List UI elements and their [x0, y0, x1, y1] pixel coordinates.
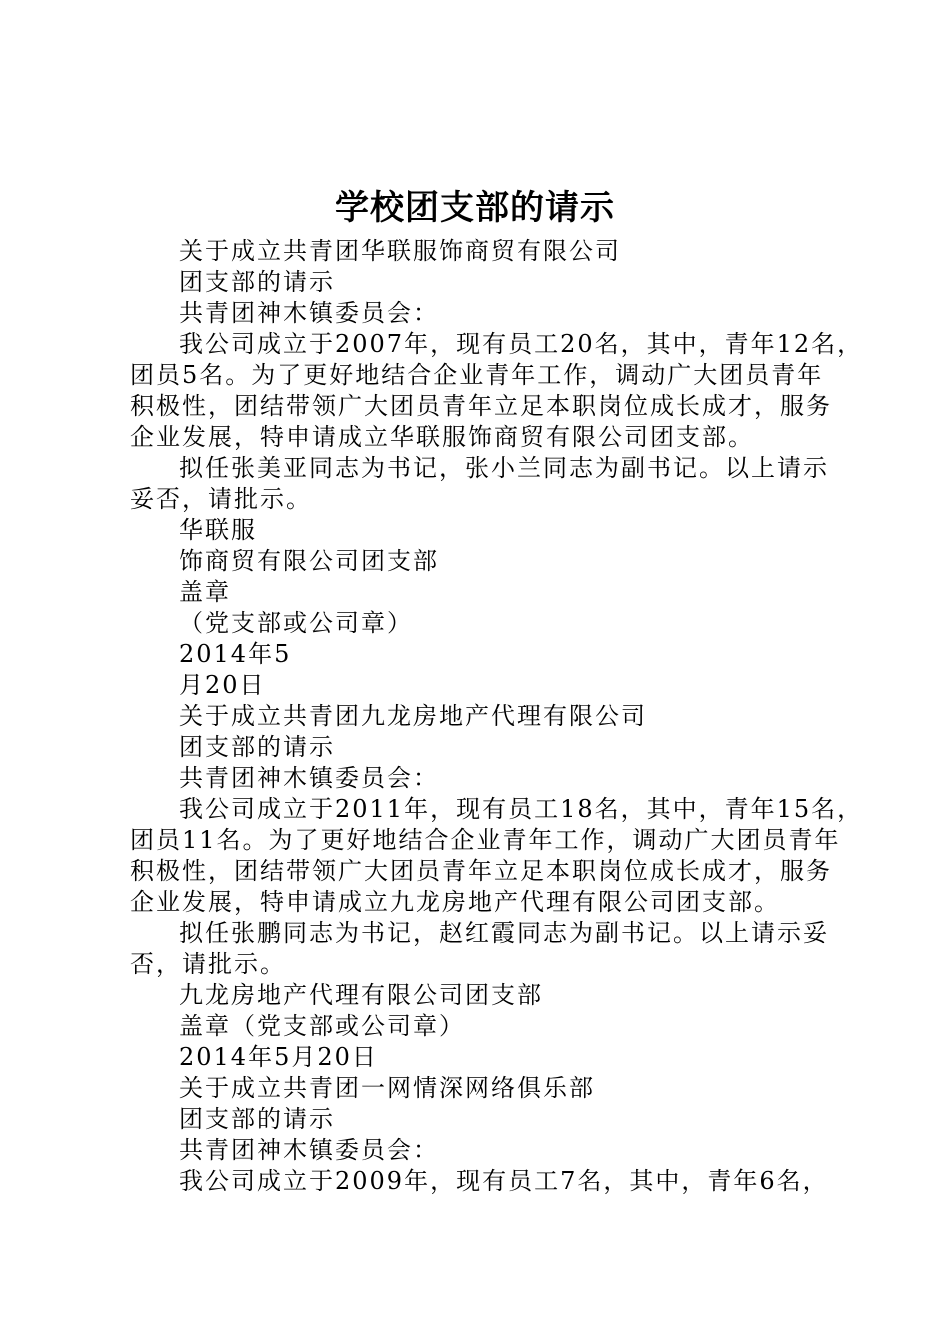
text-line: 2014年5月20日 — [179, 1043, 378, 1071]
document-body — [130, 236, 864, 1197]
text-line: 九龙房地产代理有限公司团支部 — [179, 981, 543, 1009]
text-line: 否，请批示。 — [130, 950, 286, 978]
text-line: 我公司成立于2011年，现有员工18名，其中，青年15名， — [179, 795, 864, 823]
text-line: 关于成立共青团华联服饰商贸有限公司 — [179, 237, 621, 265]
text-line: 团支部的请示 — [179, 1105, 335, 1133]
text-line: 团员5名。为了更好地结合企业青年工作，调动广大团员青年 — [130, 361, 824, 389]
text-line: 拟任张美亚同志为书记，张小兰同志为副书记。以上请示 — [179, 454, 829, 482]
text-line: 团支部的请示 — [179, 733, 335, 761]
text-line: 我公司成立于2009年，现有员工7名，其中，青年6名， — [179, 1167, 829, 1195]
text-line: 2014年5 — [179, 640, 292, 668]
document-title: 学校团支部的请示 — [335, 188, 615, 228]
text-line: 共青团神木镇委员会： — [179, 764, 439, 792]
text-line: 企业发展，特申请成立九龙房地产代理有限公司团支部。 — [130, 888, 780, 916]
text-line: 拟任张鹏同志为书记，赵红霞同志为副书记。以上请示妥 — [179, 919, 829, 947]
text-line: 盖章（党支部或公司章） — [179, 1012, 465, 1040]
text-line: 团支部的请示 — [179, 268, 335, 296]
text-line: 积极性，团结带领广大团员青年立足本职岗位成长成才，服务 — [130, 857, 832, 885]
text-line: 关于成立共青团九龙房地产代理有限公司 — [179, 702, 647, 730]
text-line: 月20日 — [179, 671, 266, 699]
text-line: （党支部或公司章） — [179, 609, 413, 637]
text-line: 积极性，团结带领广大团员青年立足本职岗位成长成才，服务 — [130, 392, 832, 420]
text-line: 华联服 — [179, 516, 257, 544]
text-line: 盖章 — [179, 578, 231, 606]
text-line: 关于成立共青团一网情深网络俱乐部 — [179, 1074, 595, 1102]
text-line: 共青团神木镇委员会： — [179, 299, 439, 327]
text-line: 妥否，请批示。 — [130, 485, 312, 513]
text-line: 饰商贸有限公司团支部 — [179, 547, 439, 575]
text-line: 共青团神木镇委员会： — [179, 1136, 439, 1164]
text-line: 企业发展，特申请成立华联服饰商贸有限公司团支部。 — [130, 423, 754, 451]
text-line: 团员11名。为了更好地结合企业青年工作，调动广大团员青年 — [130, 826, 841, 854]
text-line: 我公司成立于2007年，现有员工20名，其中，青年12名， — [179, 330, 864, 358]
